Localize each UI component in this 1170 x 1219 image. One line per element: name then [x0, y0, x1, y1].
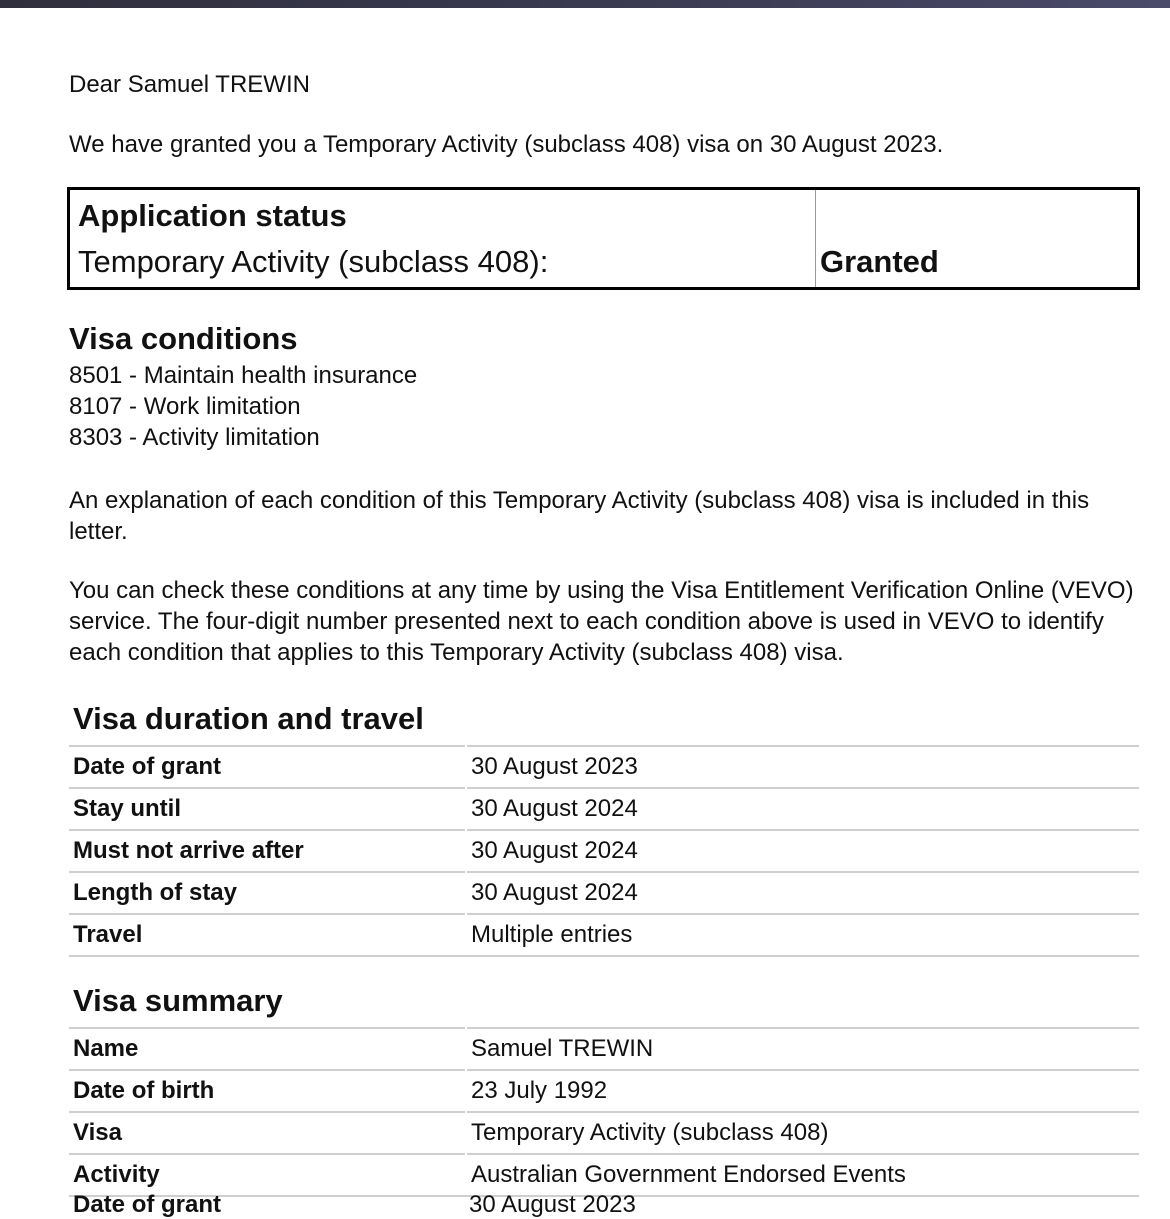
table-row — [69, 914, 1139, 956]
duration-travel-table — [69, 745, 1139, 957]
visa-summary-table — [69, 1027, 1139, 1197]
row-value: Multiple entries — [466, 914, 1139, 956]
row-value: 30 August 2024 — [466, 830, 1139, 872]
row-label: Must not arrive after — [69, 830, 466, 872]
application-status-label: Temporary Activity (subclass 408): — [78, 244, 549, 279]
application-status-title: Application status — [78, 198, 347, 233]
table-row — [69, 1028, 1139, 1070]
greeting: Dear Samuel TREWIN — [69, 71, 310, 98]
duration-travel-heading: Visa duration and travel — [73, 701, 424, 736]
table-row-partial — [69, 1189, 1139, 1218]
row-value: 30 August 2024 — [466, 788, 1139, 830]
table-row — [69, 746, 1139, 788]
conditions-explanation: An explanation of each condition of this Temporary Activity (subclass 408) visa is included in this letter. — [69, 487, 1090, 545]
row-label: Date of birth — [69, 1070, 466, 1112]
visa-summary-heading: Visa summary — [73, 983, 283, 1018]
row-label: Activity — [69, 1154, 466, 1196]
application-status-box — [67, 187, 1140, 290]
table-row — [69, 830, 1139, 872]
condition-item: 8107 - Work limitation — [69, 393, 301, 420]
row-value: 30 August 2024 — [466, 872, 1139, 914]
status-box-divider — [815, 190, 816, 287]
row-value: Temporary Activity (subclass 408) — [466, 1112, 1139, 1154]
row-label: Length of stay — [69, 872, 466, 914]
row-label: Visa — [69, 1112, 466, 1154]
visa-conditions-heading: Visa conditions — [69, 321, 298, 356]
row-label: Date of grant — [69, 746, 466, 788]
row-label: Travel — [69, 914, 466, 956]
condition-item: 8303 - Activity limitation — [69, 424, 320, 451]
grant-sentence: We have granted you a Temporary Activity (subclass 408) visa on 30 August 2023. — [69, 131, 944, 158]
row-label: Name — [69, 1028, 466, 1070]
row-value: 30 August 2023 — [469, 1191, 636, 1218]
row-value: Samuel TREWIN — [466, 1028, 1139, 1070]
row-label: Date of grant — [73, 1191, 222, 1218]
row-value: 30 August 2023 — [466, 746, 1139, 788]
table-row — [69, 872, 1139, 914]
row-label: Stay until — [69, 788, 466, 830]
visa-conditions-list — [69, 360, 417, 453]
table-row — [69, 1070, 1139, 1112]
row-value: 23 July 1992 — [466, 1070, 1139, 1112]
vevo-note: You can check these conditions at any time by using the Visa Entitlement Verification Online (VEVO) service. The four-digit number presented next to each condition above is used in VEVO to identify each condition that applies to this Temporary Activity (subclass 408) visa. — [69, 577, 1134, 666]
condition-item: 8501 - Maintain health insurance — [69, 362, 418, 389]
table-row — [69, 788, 1139, 830]
row-value: Australian Government Endorsed Events — [466, 1154, 1139, 1196]
application-status-value: Granted — [820, 244, 939, 279]
table-row — [69, 1112, 1139, 1154]
